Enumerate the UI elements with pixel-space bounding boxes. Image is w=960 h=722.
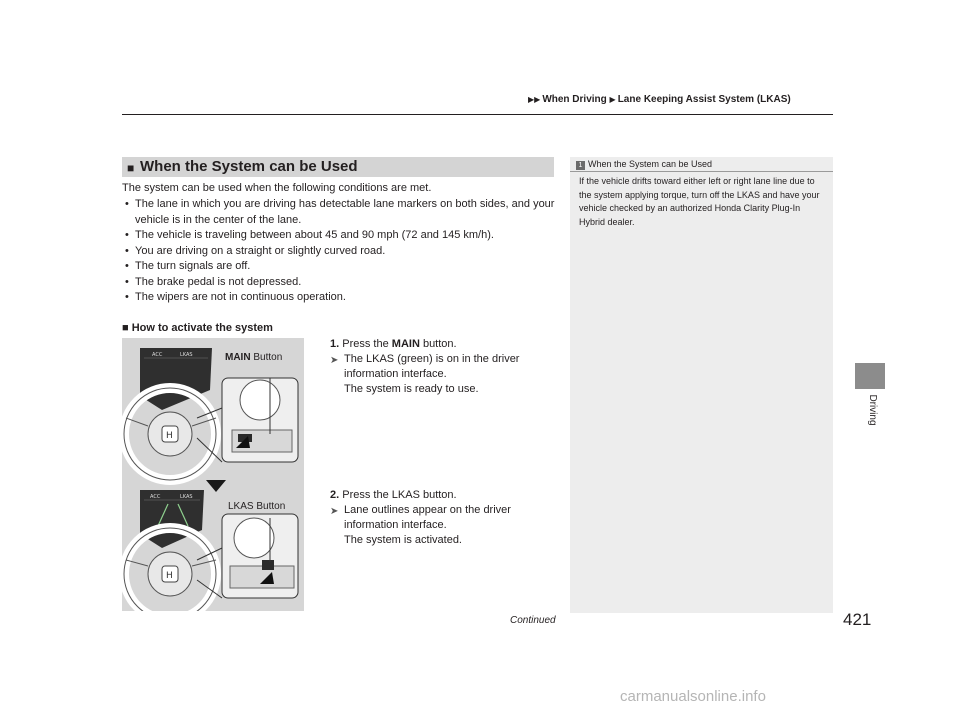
lkas-button-callout: LKAS Button [228, 501, 286, 512]
upper-panel-drawing [124, 348, 298, 480]
svg-text:H: H [166, 431, 173, 441]
step-2-result [330, 503, 511, 548]
step-1-instruction [330, 337, 519, 352]
section-square-icon: ■ [127, 161, 135, 175]
step-2-result-line: Lane outlines appear on the driver [344, 504, 511, 516]
bullet-icon: • [125, 229, 129, 241]
svg-text:H: H [166, 571, 173, 581]
callout-main-rest: Button [250, 352, 283, 363]
list-item [122, 259, 562, 275]
condition-text: The wipers are not in continuous operation. [135, 291, 346, 303]
watermark: carmanualsonline.info [620, 688, 766, 705]
step-2-result-line: information interface. [344, 519, 447, 531]
subsection-square-icon: ■ [122, 322, 129, 334]
step-1-number: 1. [330, 338, 340, 350]
condition-text: The vehicle is traveling between about 45 and 90 mph (72 and 145 km/h). [135, 229, 494, 241]
list-item [122, 197, 562, 228]
breadcrumb-arrow-icon: ▶ [609, 95, 616, 104]
section-title: When the System can be Used [140, 158, 358, 175]
page-number: 421 [843, 610, 872, 629]
result-arrow-icon: ➤ [330, 355, 339, 366]
chapter-tab-label[interactable]: Driving [867, 394, 878, 426]
illustration-graphic [122, 338, 304, 611]
step-1-result-line: information interface. [344, 368, 447, 380]
arrow-down-icon [206, 480, 226, 492]
bullet-icon: • [125, 244, 129, 257]
step-1-result [330, 352, 519, 397]
condition-text: You are driving on a straight or slightly curved road. [135, 244, 386, 257]
step-2 [330, 488, 511, 548]
step-1-text-bold: MAIN [391, 338, 420, 350]
intro-paragraph: The system can be used when the following conditions are met. [122, 182, 432, 194]
step-2-number: 2. [330, 489, 340, 501]
step-2-instruction [330, 488, 511, 503]
list-item [122, 275, 562, 291]
subsection-heading [122, 322, 273, 334]
step-1-result-line: The LKAS (green) is on in the driver [344, 353, 520, 365]
step-2-result-line: The system is activated. [344, 534, 462, 546]
note-body: If the vehicle drifts toward either left or right lane line due to the system applying torque, turn off the LKAS and have your vehicle checked by an authorized Honda Clarity Plug-In Hybrid dealer. [579, 176, 820, 227]
condition-text: The turn signals are off. [135, 260, 251, 272]
condition-text: The brake pedal is not depressed. [135, 275, 302, 288]
list-item [122, 290, 562, 306]
breadcrumb-item-when-driving[interactable]: When Driving [542, 94, 607, 105]
side-note [570, 157, 833, 613]
breadcrumb [528, 94, 791, 105]
note-divider [570, 171, 833, 172]
main-button-callout [225, 352, 282, 363]
step-1 [330, 337, 519, 397]
bullet-icon: • [125, 198, 129, 210]
steering-wheel-illustration [122, 338, 304, 611]
section-heading [122, 157, 554, 177]
breadcrumb-item-lkas[interactable]: Lane Keeping Assist System (LKAS) [617, 94, 791, 105]
subsection-title: How to activate the system [131, 322, 273, 334]
condition-text: The lane in which you are driving has detectable lane markers on both sides, and your vehicle is in the center of the lane. [135, 198, 555, 226]
step-1-result-line: The system is ready to use. [344, 383, 479, 395]
breadcrumb-arrow-icon: ▶▶ [528, 95, 541, 104]
display-lkas-text: LKAS [180, 352, 193, 358]
note-reference-icon: 1 [576, 161, 585, 170]
bullet-icon: • [125, 291, 129, 303]
note-title-text: When the System can be Used [588, 159, 713, 169]
step-1-text-post: button. [419, 338, 457, 350]
display-acc-text: ACC [152, 352, 163, 358]
conditions-list [122, 197, 562, 306]
list-item [122, 244, 562, 260]
bullet-icon: • [125, 260, 129, 272]
list-item [122, 228, 562, 244]
step-1-text-pre: Press the [342, 338, 392, 350]
display-acc-text-2: ACC [150, 494, 161, 500]
callout-main-bold: MAIN [225, 352, 251, 363]
display-lkas-text-2: LKAS [180, 494, 193, 500]
step-2-text: Press the LKAS button. [342, 489, 457, 501]
note-title[interactable] [576, 159, 712, 170]
bullet-icon: • [125, 275, 129, 288]
header-divider [122, 114, 833, 115]
result-arrow-icon: ➤ [330, 506, 339, 517]
continued-label: Continued [510, 615, 556, 626]
